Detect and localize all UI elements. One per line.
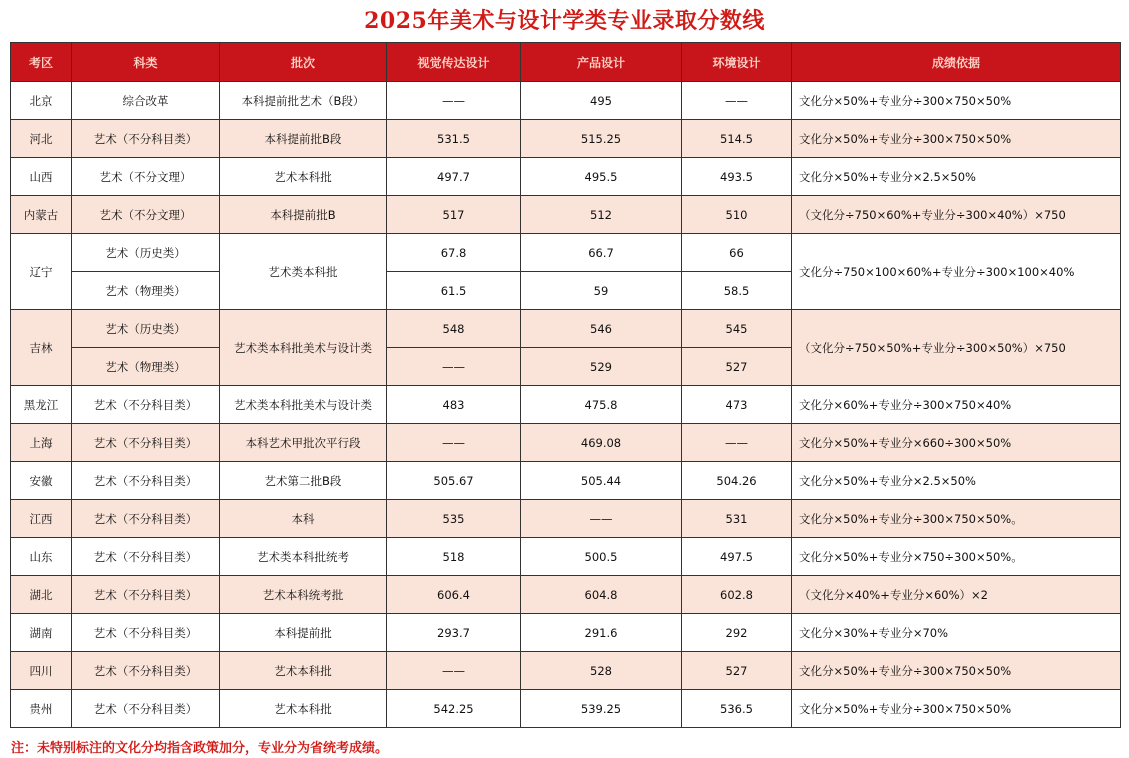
cell-region: 黑龙江 — [11, 386, 72, 424]
cell-environment: 497.5 — [682, 538, 792, 576]
cell-category: 艺术（不分科目类） — [72, 500, 220, 538]
cell-batch: 艺术本科统考批 — [220, 576, 387, 614]
cell-environment: 58.5 — [682, 272, 792, 310]
cell-basis: 文化分×30%+专业分×70% — [792, 614, 1121, 652]
cell-basis: 文化分×50%+专业分×660÷300×50% — [792, 424, 1121, 462]
cell-visual: 517 — [387, 196, 521, 234]
cell-category: 艺术（不分文理） — [72, 158, 220, 196]
cell-product: 546 — [521, 310, 682, 348]
cell-category: 艺术（历史类） — [72, 234, 220, 272]
cell-region: 湖南 — [11, 614, 72, 652]
cell-batch: 本科提前批艺术（B段） — [220, 82, 387, 120]
cell-product: 539.25 — [521, 690, 682, 728]
cell-environment: 493.5 — [682, 158, 792, 196]
cell-product: 512 — [521, 196, 682, 234]
cell-region: 安徽 — [11, 462, 72, 500]
cell-category: 艺术（不分文理） — [72, 196, 220, 234]
table-row — [11, 120, 1121, 158]
cell-visual: 535 — [387, 500, 521, 538]
cell-product: 505.44 — [521, 462, 682, 500]
cell-product: 528 — [521, 652, 682, 690]
footnote: 注：未特别标注的文化分均指含政策加分，专业分为省统考成绩。 — [11, 741, 389, 756]
header-batch: 批次 — [220, 43, 387, 82]
cell-category: 艺术（不分科目类） — [72, 386, 220, 424]
cell-product: —— — [521, 500, 682, 538]
cell-environment: —— — [682, 424, 792, 462]
cell-batch: 艺术本科批 — [220, 652, 387, 690]
cell-category: 艺术（历史类） — [72, 310, 220, 348]
header-environment-design: 环境设计 — [682, 43, 792, 82]
cell-category: 综合改革 — [72, 82, 220, 120]
cell-category: 艺术（不分科目类） — [72, 690, 220, 728]
cell-product: 495 — [521, 82, 682, 120]
cell-product: 515.25 — [521, 120, 682, 158]
cell-basis: 文化分×50%+专业分÷300×750×50%。 — [792, 500, 1121, 538]
cell-visual: 293.7 — [387, 614, 521, 652]
cell-basis: 文化分×50%+专业分÷300×750×50% — [792, 690, 1121, 728]
cell-batch: 艺术本科批 — [220, 690, 387, 728]
cell-category: 艺术（不分科目类） — [72, 652, 220, 690]
cell-environment: 527 — [682, 348, 792, 386]
cell-batch: 艺术类本科批美术与设计类 — [220, 386, 387, 424]
cell-category: 艺术（不分科目类） — [72, 614, 220, 652]
cell-category: 艺术（不分科目类） — [72, 120, 220, 158]
cell-region: 上海 — [11, 424, 72, 462]
table-row — [11, 652, 1121, 690]
cell-batch: 艺术类本科批 — [220, 234, 387, 310]
table-row — [11, 424, 1121, 462]
cell-category: 艺术（不分科目类） — [72, 424, 220, 462]
cell-visual: 606.4 — [387, 576, 521, 614]
cell-product: 59 — [521, 272, 682, 310]
cell-visual: 548 — [387, 310, 521, 348]
cell-basis: （文化分÷750×60%+专业分÷300×40%）×750 — [792, 196, 1121, 234]
cell-product: 66.7 — [521, 234, 682, 272]
cell-product: 475.8 — [521, 386, 682, 424]
table-row — [11, 82, 1121, 120]
cell-region: 吉林 — [11, 310, 72, 386]
cell-environment: 510 — [682, 196, 792, 234]
header-score-basis: 成绩依据 — [792, 43, 1121, 82]
cell-visual: 542.25 — [387, 690, 521, 728]
cell-batch: 本科 — [220, 500, 387, 538]
cell-basis: 文化分×50%+专业分÷300×750×50% — [792, 120, 1121, 158]
cell-category: 艺术（物理类） — [72, 348, 220, 386]
cell-region: 山东 — [11, 538, 72, 576]
table-row — [11, 576, 1121, 614]
cell-region: 内蒙古 — [11, 196, 72, 234]
table-row — [11, 500, 1121, 538]
cell-environment: —— — [682, 82, 792, 120]
cell-batch: 艺术类本科批美术与设计类 — [220, 310, 387, 386]
cell-region: 江西 — [11, 500, 72, 538]
cell-environment: 292 — [682, 614, 792, 652]
header-category: 科类 — [72, 43, 220, 82]
table-row — [11, 614, 1121, 652]
cell-basis: 文化分÷750×100×60%+专业分÷300×100×40% — [792, 234, 1121, 310]
cell-region: 四川 — [11, 652, 72, 690]
cell-visual: 67.8 — [387, 234, 521, 272]
cell-batch: 本科艺术甲批次平行段 — [220, 424, 387, 462]
cell-visual: —— — [387, 82, 521, 120]
cell-product: 500.5 — [521, 538, 682, 576]
table-row — [11, 234, 1121, 272]
cell-product: 495.5 — [521, 158, 682, 196]
cell-region: 湖北 — [11, 576, 72, 614]
cell-basis: 文化分×50%+专业分×2.5×50% — [792, 158, 1121, 196]
cell-batch: 本科提前批B段 — [220, 120, 387, 158]
cell-batch: 艺术类本科批统考 — [220, 538, 387, 576]
cell-visual: 518 — [387, 538, 521, 576]
table-row — [11, 690, 1121, 728]
table-row — [11, 462, 1121, 500]
cell-visual: 483 — [387, 386, 521, 424]
cell-visual: 497.7 — [387, 158, 521, 196]
cell-basis: 文化分×50%+专业分×2.5×50% — [792, 462, 1121, 500]
cell-category: 艺术（物理类） — [72, 272, 220, 310]
cell-basis: 文化分×50%+专业分×750÷300×50%。 — [792, 538, 1121, 576]
header-product-design: 产品设计 — [521, 43, 682, 82]
cell-region: 山西 — [11, 158, 72, 196]
cell-environment: 536.5 — [682, 690, 792, 728]
cell-visual: —— — [387, 424, 521, 462]
cell-batch: 艺术本科批 — [220, 158, 387, 196]
cell-category: 艺术（不分科目类） — [72, 538, 220, 576]
cell-region: 北京 — [11, 82, 72, 120]
cell-basis: （文化分×40%+专业分×60%）×2 — [792, 576, 1121, 614]
cell-basis: 文化分×60%+专业分÷300×750×40% — [792, 386, 1121, 424]
cell-region: 贵州 — [11, 690, 72, 728]
cell-visual: —— — [387, 652, 521, 690]
cell-environment: 504.26 — [682, 462, 792, 500]
cell-visual: 505.67 — [387, 462, 521, 500]
cell-environment: 531 — [682, 500, 792, 538]
header-region: 考区 — [11, 43, 72, 82]
cell-basis: 文化分×50%+专业分÷300×750×50% — [792, 652, 1121, 690]
table-row — [11, 158, 1121, 196]
table-row — [11, 386, 1121, 424]
cell-environment: 527 — [682, 652, 792, 690]
cell-environment: 602.8 — [682, 576, 792, 614]
cell-product: 469.08 — [521, 424, 682, 462]
cell-environment: 66 — [682, 234, 792, 272]
cell-product: 291.6 — [521, 614, 682, 652]
cell-batch: 本科提前批B — [220, 196, 387, 234]
cell-product: 604.8 — [521, 576, 682, 614]
cell-batch: 艺术第二批B段 — [220, 462, 387, 500]
cell-environment: 473 — [682, 386, 792, 424]
cell-category: 艺术（不分科目类） — [72, 462, 220, 500]
cell-region: 辽宁 — [11, 234, 72, 310]
cell-visual: 531.5 — [387, 120, 521, 158]
header-visual-design: 视觉传达设计 — [387, 43, 521, 82]
cell-environment: 514.5 — [682, 120, 792, 158]
table-row — [11, 310, 1121, 348]
cell-basis: 文化分×50%+专业分÷300×750×50% — [792, 82, 1121, 120]
cell-basis: （文化分÷750×50%+专业分÷300×50%）×750 — [792, 310, 1121, 386]
table-row — [11, 538, 1121, 576]
cell-region: 河北 — [11, 120, 72, 158]
cell-environment: 545 — [682, 310, 792, 348]
admission-score-table — [10, 42, 1121, 728]
table-row — [11, 196, 1121, 234]
cell-category: 艺术（不分科目类） — [72, 576, 220, 614]
cell-batch: 本科提前批 — [220, 614, 387, 652]
cell-visual: 61.5 — [387, 272, 521, 310]
cell-visual: —— — [387, 348, 521, 386]
page-title: 2025年美术与设计学类专业录取分数线 — [364, 8, 765, 34]
table-header-row — [11, 43, 1121, 82]
cell-product: 529 — [521, 348, 682, 386]
